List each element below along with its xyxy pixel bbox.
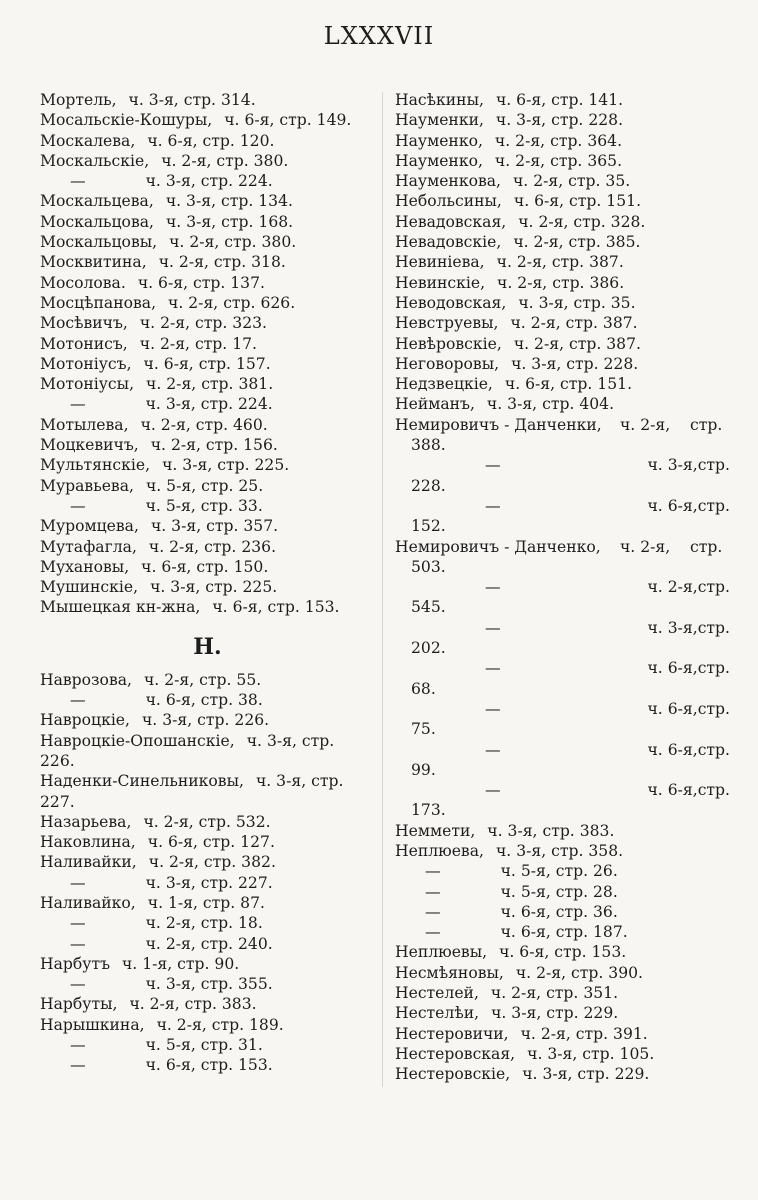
index-entry [40,751,375,771]
index-entry [395,110,730,130]
index-entry [395,151,730,171]
entry-reference: ч. 5-я, стр. 26. [500,862,618,881]
index-entry [40,394,375,414]
index-entry [40,537,375,557]
entry-name: Навроцкіе-Опошанскіе, [40,731,235,750]
index-entry [395,1064,730,1084]
entry-reference: ч. 2-я, стр. 17. [139,334,258,353]
entry-volume: ч. 2-я, [620,415,671,434]
entry-reference: ч. 6-я, стр. 127. [147,833,275,852]
index-entry [40,191,375,211]
entry-name: Мутафагла, [40,537,137,556]
entry-page-label: стр. [697,496,730,515]
ditto-mark: — [485,456,501,475]
entry-name: Несмѣяновы, [395,963,504,982]
index-entry [40,354,375,374]
entry-reference: ч. 6-я, стр. 151. [513,192,642,211]
index-entry [40,954,375,974]
entry-reference: ч. 3-я, стр. 229. [491,1004,619,1023]
ditto-mark: — [70,873,86,892]
entry-name: Науменкова, [395,172,501,191]
entry-name: Наливайки, [40,853,137,872]
section-letter: Н. [193,633,222,660]
index-entry [395,1003,730,1023]
right-entries-bottom [395,821,730,1085]
index-entry [40,232,375,252]
ditto-mark: — [70,934,86,953]
index-entry [395,212,730,232]
entry-page-number: 388. [411,436,446,455]
entry-reference: ч. 6-я, стр. 120. [147,131,275,150]
index-entry-multi [395,780,730,800]
entry-page-number: 228. [411,476,446,495]
entry-name: Немировичъ - Данченко, [395,537,601,556]
index-entry [40,273,375,293]
entry-name: 226. [40,751,75,770]
entry-reference: ч. 2-я, стр. 381. [146,375,274,394]
entry-page-number: 75. [411,720,436,739]
entry-reference: ч. 3-я, стр. 35. [518,293,636,312]
entry-name: Неплюевы, [395,943,488,962]
entry-reference: ч. 5-я, стр. 25. [145,476,264,495]
entry-reference: ч. 2-я, стр. 387. [513,334,641,353]
entry-reference: ч. 2-я, стр. 364. [494,131,623,150]
index-entry [40,812,375,832]
entry-reference: ч. 2-я, стр. 35. [513,172,631,191]
entry-reference: ч. 3-я, стр. 404. [486,395,615,414]
entry-page-number: 173. [411,801,446,820]
entry-name: Мотоніусы, [40,375,135,394]
entry-reference: ч. 6-я, стр. 157. [143,354,271,373]
left-entries-n [40,670,375,1076]
entry-name: Неммети, [395,821,476,840]
entry-name: Неводовская, [395,293,507,312]
index-entry [395,1024,730,1044]
entry-name: Науменко, [395,131,483,150]
ditto-mark: — [70,914,86,933]
page-number: LXXXVII [323,22,435,50]
entry-reference: ч. 2-я, стр. 318. [158,253,286,272]
index-entry [395,394,730,414]
entry-reference: ч. 2-я, стр. 460. [140,415,268,434]
ditto-mark: — [485,578,501,597]
index-entry [395,841,730,861]
entry-reference: ч. 2-я, стр. 385. [513,233,641,252]
entry-name: Мосолова. [40,273,126,292]
ditto-mark: — [70,975,86,994]
entry-name: Небольсины, [395,192,502,211]
entry-reference: ч. 2-я, стр. 387. [496,253,624,272]
entry-reference: ч. 2-я, стр. 380. [161,151,289,170]
entry-reference: ч. 2-я, стр. 382. [148,853,276,872]
entry-name: Неплюева, [395,841,484,860]
entry-reference: ч. 3-я, стр. 168. [165,212,294,231]
entry-name: Наковлина, [40,833,136,852]
entry-page-label: стр. [697,781,730,800]
entry-name: Нарышкина, [40,1015,145,1034]
ditto-mark: — [425,902,441,921]
entry-volume: ч. 6-я, [647,699,698,718]
entry-name: Невструевы, [395,314,499,333]
entry-page-label: стр. [697,578,730,597]
entry-page-number: 99. [411,760,436,779]
entry-name: Мотылева, [40,415,129,434]
entry-volume: ч. 6-я, [647,496,698,515]
left-column [40,90,375,1076]
index-entry [40,1015,375,1035]
entry-reference: ч. 3-я, стр. 225. [150,578,278,597]
entry-volume: ч. 6-я, [647,740,698,759]
ditto-mark: — [70,395,86,414]
index-entry [395,963,730,983]
ditto-mark: — [485,699,501,718]
index-entry [40,334,375,354]
entry-name: Мотоніусъ, [40,354,132,373]
entry-volume: ч. 6-я, [647,659,698,678]
entry-reference: ч. 6-я, стр. 36. [500,902,618,921]
entry-reference: ч. 3-я, стр. 358. [495,841,624,860]
index-entry [395,334,730,354]
entry-reference: ч. 5-я, стр. 31. [145,1036,263,1055]
index-entry [395,861,730,881]
entry-reference: ч. 6-я, стр. 137. [137,273,265,292]
entry-name: Нарбутъ [40,954,110,973]
entry-page-label: стр. [697,740,730,759]
entry-name: Назарьева, [40,812,132,831]
entry-page-label: стр. [690,537,723,556]
entry-volume: ч. 6-я, [647,781,698,800]
index-entry [40,974,375,994]
entry-reference: ч. 2-я, стр. 156. [150,436,278,455]
index-entry [40,110,375,130]
entry-reference: ч. 3-я, стр. 134. [165,192,293,211]
entry-name: Муравьева, [40,476,134,495]
entry-reference: ч. 3-я, стр. 383. [487,821,615,840]
entry-reference: ч. 2-я, стр. 380. [169,233,297,252]
ditto-mark: — [485,781,501,800]
index-entry [40,1055,375,1075]
index-entry [40,435,375,455]
entry-reference: ч. 6-я, стр. 153. [499,943,627,962]
entry-name: Нестеровская, [395,1044,516,1063]
entry-name: Мышецкая кн-жна, [40,598,201,617]
index-entry-multi [395,455,730,475]
entry-reference: ч. 2-я, стр. 391. [520,1024,648,1043]
index-entry [395,171,730,191]
index-entry [40,994,375,1014]
entry-name: Мортель, [40,91,117,109]
ditto-mark: — [70,691,86,710]
index-entry [40,557,375,577]
entry-reference: ч. 3-я, стр. 228. [495,111,624,130]
index-entry-multi [395,740,730,760]
entry-page-label: стр. [690,415,723,434]
index-entry [40,293,375,313]
entry-reference: ч. 2-я, стр. 351. [490,984,619,1003]
entry-reference: ч. 3-я, стр. 224. [145,172,273,191]
entry-reference: ч. 2-я, стр. 189. [156,1015,284,1034]
entry-name: Нестелѣи, [395,1004,480,1023]
entry-reference: ч. 2-я, стр. 365. [494,151,623,170]
entry-name: Нестеровичи, [395,1024,509,1043]
entry-name: Наврозова, [40,670,132,689]
right-column [395,90,730,1085]
index-entry [40,374,375,394]
entry-reference: ч. 3-я, стр. 355. [145,975,273,994]
entry-name: Мосѣвичъ, [40,314,128,333]
entry-page-number: 152. [411,517,446,536]
entry-name: Москальцова, [40,212,154,231]
index-entry [40,1035,375,1055]
entry-name: Невадовская, [395,212,507,231]
ditto-mark: — [70,172,86,191]
entry-name: Мушинскіе, [40,578,139,597]
entry-name: Муромцева, [40,517,139,536]
entry-name: Нестеровскіе, [395,1065,511,1084]
entry-name: Нарбуты, [40,995,118,1014]
index-entry [40,476,375,496]
index-entry [40,597,375,617]
entry-reference: ч. 6-я, стр. 153. [212,598,340,617]
entry-reference: ч. 3-я, стр. 314. [128,91,256,109]
index-entry-multi [395,699,730,719]
entry-page-label: стр. [697,659,730,678]
entry-name: Наливайко, [40,893,136,912]
entry-name: Науменки, [395,111,484,130]
index-entry [40,893,375,913]
entry-name: Мосцѣпанова, [40,293,157,312]
index-entry-multi [395,537,730,557]
index-entry [40,771,375,791]
entry-name: Мотонисъ, [40,334,128,353]
index-entry-multi [395,658,730,678]
entry-name: Москальскіе, [40,151,150,170]
entry-name: Невинскіе, [395,273,486,292]
right-entries-nemirovich [395,415,730,821]
entry-reference: ч. 3-я, стр. 225. [162,456,290,475]
entry-reference: ч. 6-я, стр. 149. [224,111,352,130]
entry-reference: ч. 6-я, стр. 141. [495,91,624,109]
entry-name: 227. [40,792,75,811]
entry-reference: ч. 2-я, стр. 386. [497,273,625,292]
entry-name: Насѣкины, [395,91,484,109]
entry-reference: ч. 2-я, стр. 390. [515,963,644,982]
index-entry [40,171,375,191]
entry-page-number: 545. [411,598,446,617]
index-entry [395,902,730,922]
index-entry [40,690,375,710]
entry-reference: ч. 6-я, стр. 150. [141,557,269,576]
entry-reference: ч. 3-я, стр. 229. [522,1065,650,1084]
entry-reference: ч. 2-я, стр. 240. [145,934,273,953]
entry-reference: ч. 2-я, стр. 328. [518,212,646,231]
entry-reference: ч. 2-я, стр. 532. [143,812,271,831]
entry-name: Моцкевичъ, [40,436,139,455]
entry-reference: ч. 5-я, стр. 28. [500,882,618,901]
index-entry [40,415,375,435]
ditto-mark: — [485,618,501,637]
index-entry [40,90,375,110]
index-entry [40,852,375,872]
index-entry [395,293,730,313]
entry-reference: ч. 3-я, стр. 105. [527,1044,655,1063]
ditto-mark: — [485,740,501,759]
entry-page-label: стр. [697,699,730,718]
entry-reference: ч. 2-я, стр. 626. [168,293,296,312]
index-entry [40,516,375,536]
entry-name: Навроцкіе, [40,711,130,730]
index-entry [40,455,375,475]
index-entry [395,232,730,252]
entry-page-label: стр. [697,618,730,637]
entry-page-number: 503. [411,557,446,576]
entry-name: Мультянскіе, [40,456,151,475]
index-entry [40,832,375,852]
index-entry [40,496,375,516]
entry-reference: ч. 5-я, стр. 33. [145,496,263,515]
entry-reference: ч. 3-я, стр. 357. [150,517,279,536]
entry-name: Неговоровы, [395,354,500,373]
index-entry [395,252,730,272]
entry-reference: ч. 2-я, стр. 387. [510,314,638,333]
entry-reference: ч. 3-я, стр. [255,772,344,791]
index-entry [395,313,730,333]
entry-reference: ч. 3-я, стр. 228. [511,354,639,373]
entry-volume: ч. 2-я, [647,578,698,597]
entry-reference [75,792,87,812]
entry-reference: ч. 6-я, стр. 151. [504,375,633,394]
index-entry-multi [395,618,730,638]
index-entry-multi [395,496,730,516]
index-entry [395,882,730,902]
ditto-mark: — [425,923,441,942]
index-entry [395,922,730,942]
index-entry [395,90,730,110]
entry-name: Мухановы, [40,557,130,576]
index-entry [40,151,375,171]
left-entries-m [40,90,375,618]
entry-name: Нейманъ, [395,395,475,414]
right-entries-top [395,90,730,415]
entry-reference: ч. 2-я, стр. 383. [129,995,257,1014]
entry-reference: ч. 1-я, стр. 87. [147,893,265,912]
entry-name: Москальцева, [40,192,154,211]
index-entry [395,1044,730,1064]
index-entry [40,131,375,151]
entry-name: Науменко, [395,151,483,170]
entry-reference: ч. 3-я, стр. [246,731,335,750]
entry-reference: ч. 6-я, стр. 187. [500,923,628,942]
entry-name: Невиніева, [395,253,485,272]
index-entry-multi [395,415,730,435]
entry-page-number: 68. [411,679,436,698]
entry-reference: ч. 6-я, стр. 153. [145,1056,273,1075]
index-entry [40,913,375,933]
index-entry [40,252,375,272]
index-entry [40,577,375,597]
entry-reference: ч. 2-я, стр. 323. [139,314,268,333]
index-entry [40,670,375,690]
index-entry [395,374,730,394]
entry-reference: ч. 2-я, стр. 55. [143,670,262,689]
index-entry [40,792,375,812]
ditto-mark: — [485,659,501,678]
index-entry [395,942,730,962]
ditto-mark: — [70,1056,86,1075]
ditto-mark: — [70,1036,86,1055]
column-divider [382,92,383,1087]
entry-name: Москальцовы, [40,233,158,252]
index-entry [395,191,730,211]
index-entry-multi [395,577,730,597]
index-entry [40,934,375,954]
ditto-mark: — [70,496,86,515]
entry-reference: ч. 1-я, стр. 90. [122,954,240,973]
ditto-mark: — [425,862,441,881]
entry-volume: ч. 2-я, [620,537,671,556]
entry-name: Нестелей, [395,984,479,1003]
index-entry [40,731,375,751]
entry-name: Мосальскіе-Кошуры, [40,111,213,130]
ditto-mark: — [425,882,441,901]
index-entry [40,212,375,232]
entry-reference: ч. 2-я, стр. 236. [148,537,277,556]
entry-name: Москалева, [40,131,136,150]
entry-reference: ч. 3-я, стр. 227. [145,873,273,892]
index-entry [395,821,730,841]
index-entry [395,354,730,374]
index-entry [395,273,730,293]
entry-reference: ч. 3-я, стр. 224. [145,395,273,414]
entry-name: Невѣровскіе, [395,334,502,353]
entry-volume: ч. 3-я, [647,456,698,475]
entry-name: Наденки-Синельниковы, [40,772,244,791]
entry-name: Недзвецкіе, [395,375,493,394]
index-entry [395,983,730,1003]
entry-reference: ч. 6-я, стр. 38. [145,691,263,710]
entry-reference: ч. 3-я, стр. 226. [142,711,270,730]
entry-page-number: 202. [411,639,446,658]
index-entry [40,873,375,893]
entry-name: Москвитина, [40,253,147,272]
index-entry [395,131,730,151]
entry-volume: ч. 3-я, [647,618,698,637]
entry-name: Невадовскіе, [395,233,502,252]
entry-page-label: стр. [697,456,730,475]
entry-name: Немировичъ - Данченки, [395,415,602,434]
index-entry [40,710,375,730]
entry-reference [75,751,87,771]
index-entry [40,313,375,333]
entry-reference: ч. 2-я, стр. 18. [145,914,263,933]
ditto-mark: — [485,496,501,515]
